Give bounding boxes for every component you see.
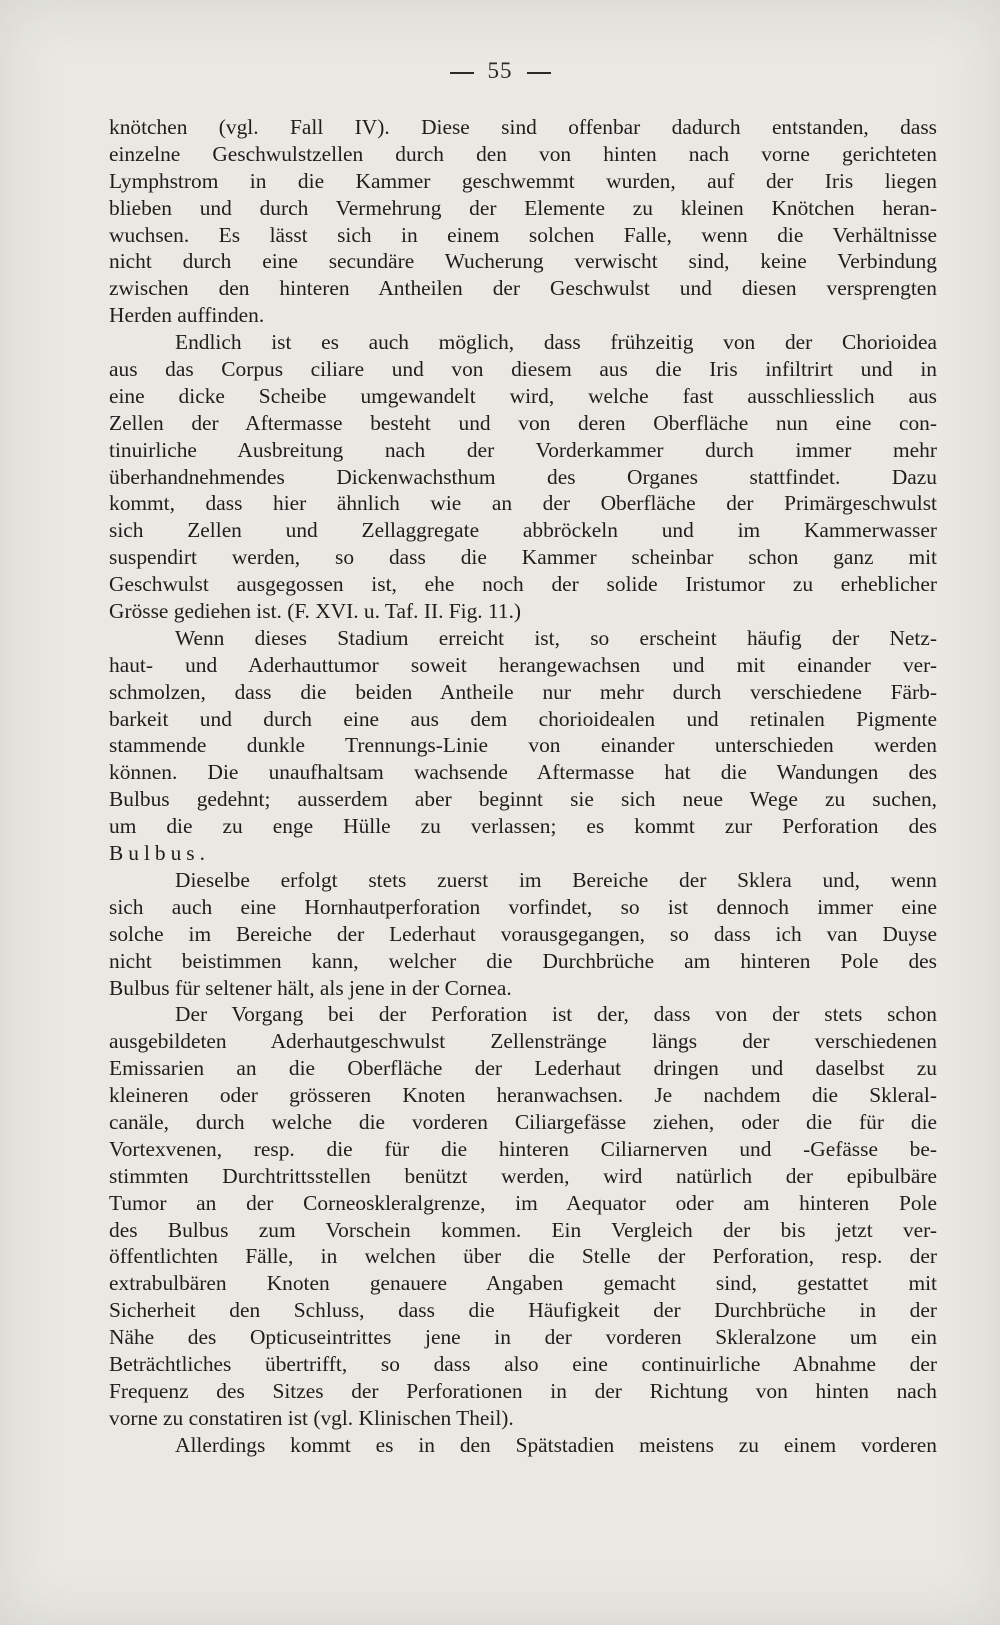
text-line: Endlich ist es auch möglich, dass frühzeitig von der Chorioidea (175, 330, 937, 355)
text-line: stimmten Durchtrittsstellen benützt werden, wird natürlich der epibulbäre (109, 1163, 937, 1188)
text-line: Bulbus für seltener hält, als jene in der Cornea. (109, 975, 512, 1000)
text-line: Emissarien an die Oberfläche der Lederhaut dringen und daselbst zu (109, 1056, 937, 1081)
text-line: haut- und Aderhauttumor soweit herangewachsen und mit einander ver- (109, 652, 937, 677)
text-line: schmolzen, dass die beiden Antheile nur mehr durch verschiedene Färb- (109, 679, 937, 704)
text-line: Lymphstrom in die Kammer geschwemmt wurden, auf der Iris liegen (109, 168, 937, 193)
text-line: barkeit und durch eine aus dem chorioidealen und retinalen Pigmente (109, 706, 937, 731)
text-line: öffentlichten Fälle, in welchen über die Stelle der Perforation, resp. der (109, 1244, 937, 1269)
text-line: einzelne Geschwulstzellen durch den von hinten nach vorne gerichteten (109, 141, 937, 166)
text-line: stammende dunkle Trennungs-Linie von einander unterschieden werden (109, 733, 937, 758)
text-line: blieben und durch Vermehrung der Elemente zu kleinen Knötchen heran- (109, 195, 937, 220)
text-line: können. Die unaufhaltsam wachsende Aftermasse hat die Wandungen des (109, 760, 937, 785)
text-line: canäle, durch welche die vorderen Ciliargefässe ziehen, oder die für die (109, 1109, 937, 1134)
text-line: Frequenz des Sitzes der Perforationen in der Richtung von hinten nach (109, 1378, 937, 1403)
text-line: Bulbus gedehnt; ausserdem aber beginnt sie sich neue Wege zu suchen, (109, 787, 937, 812)
text-line: kleineren oder grösseren Knoten heranwachsen. Je nachdem die Skleral- (109, 1083, 937, 1108)
text-line: extrabulbären Knoten genauere Angaben gemacht sind, gestattet mit (109, 1271, 937, 1296)
text-line: solche im Bereiche der Lederhaut vorausgegangen, so dass ich van Duyse (109, 921, 937, 946)
text-line: kommt, dass hier ähnlich wie an der Oberfläche der Primärgeschwulst (109, 491, 937, 516)
text-line: wuchsen. Es lässt sich in einem solchen Falle, wenn die Verhältnisse (109, 222, 937, 247)
text-line: tinuirliche Ausbreitung nach der Vorderkammer durch immer mehr (109, 437, 937, 462)
text-line: des Bulbus zum Vorschein kommen. Ein Vergleich der bis jetzt ver- (109, 1217, 937, 1242)
text-line: sich auch eine Hornhautperforation vorfindet, so ist dennoch immer eine (109, 894, 937, 919)
text-line: Allerdings kommt es in den Spätstadien meistens zu einem vorderen (175, 1432, 937, 1457)
text-line: knötchen (vgl. Fall IV). Diese sind offenbar dadurch entstanden, dass (109, 115, 937, 139)
right-dash (527, 72, 551, 74)
text-line: Beträchtliches übertrifft, so dass also eine continuirliche Abnahme der (109, 1351, 937, 1376)
text-line: eine dicke Scheibe umgewandelt wird, welche fast ausschliesslich aus (109, 383, 937, 408)
text-line: Sicherheit den Schluss, dass die Häufigkeit der Durchbrüche in der (109, 1298, 937, 1323)
text-line: Grösse gediehen ist. (F. XVI. u. Taf. II. Fig. 11.) (109, 599, 522, 624)
text-line: Zellen der Aftermasse besteht und von deren Oberfläche nun eine con- (109, 410, 937, 435)
text-line: Wenn dieses Stadium erreicht ist, so erscheint häufig der Netz- (175, 625, 937, 650)
text-line: überhandnehmendes Dickenwachsthum des Organes stattfindet. Dazu (109, 464, 937, 489)
text-line: nicht beistimmen kann, welcher die Durchbrüche am hinteren Pole des (109, 948, 937, 973)
left-dash (450, 72, 474, 74)
text-line: vorne zu constatiren ist (vgl. Klinischen Theil). (109, 1405, 514, 1430)
text-line: zwischen den hinteren Antheilen der Geschwulst und diesen versprengten (109, 276, 937, 301)
text-line: Geschwulst ausgegossen ist, ehe noch der solide Iristumor zu erheblicher (109, 572, 937, 597)
body-text (109, 114, 937, 1459)
text-line: suspendirt werden, so dass die Kammer scheinbar schon ganz mit (109, 545, 937, 570)
page-number: 55 (487, 58, 513, 83)
text-line: Der Vorgang bei der Perforation ist der, dass von der stets schon (175, 1002, 937, 1027)
page-number-header (0, 58, 1000, 84)
text-line: ausgebildeten Aderhautgeschwulst Zellenstränge längs der verschiedenen (109, 1029, 937, 1054)
text-line: Bulbus. (109, 841, 210, 866)
text-line: Dieselbe erfolgt stets zuerst im Bereiche der Sklera und, wenn (175, 867, 937, 892)
text-line: aus das Corpus ciliare und von diesem aus die Iris infiltrirt und in (109, 357, 937, 382)
text-line: Nähe des Opticuseintrittes jene in der vorderen Skleralzone um ein (109, 1325, 937, 1350)
text-line: sich Zellen und Zellaggregate abbröckeln und im Kammerwasser (109, 518, 937, 543)
text-line: Tumor an der Corneoskleralgrenze, im Aequator oder am hinteren Pole (109, 1190, 937, 1215)
text-line: Herden auffinden. (109, 303, 265, 328)
text-line: um die zu enge Hülle zu verlassen; es kommt zur Perforation des (109, 814, 937, 839)
text-line: Vortexvenen, resp. die für die hinteren Ciliarnerven und -Gefässe be- (109, 1136, 937, 1161)
text-line: nicht durch eine secundäre Wucherung verwischt sind, keine Verbindung (109, 249, 937, 274)
